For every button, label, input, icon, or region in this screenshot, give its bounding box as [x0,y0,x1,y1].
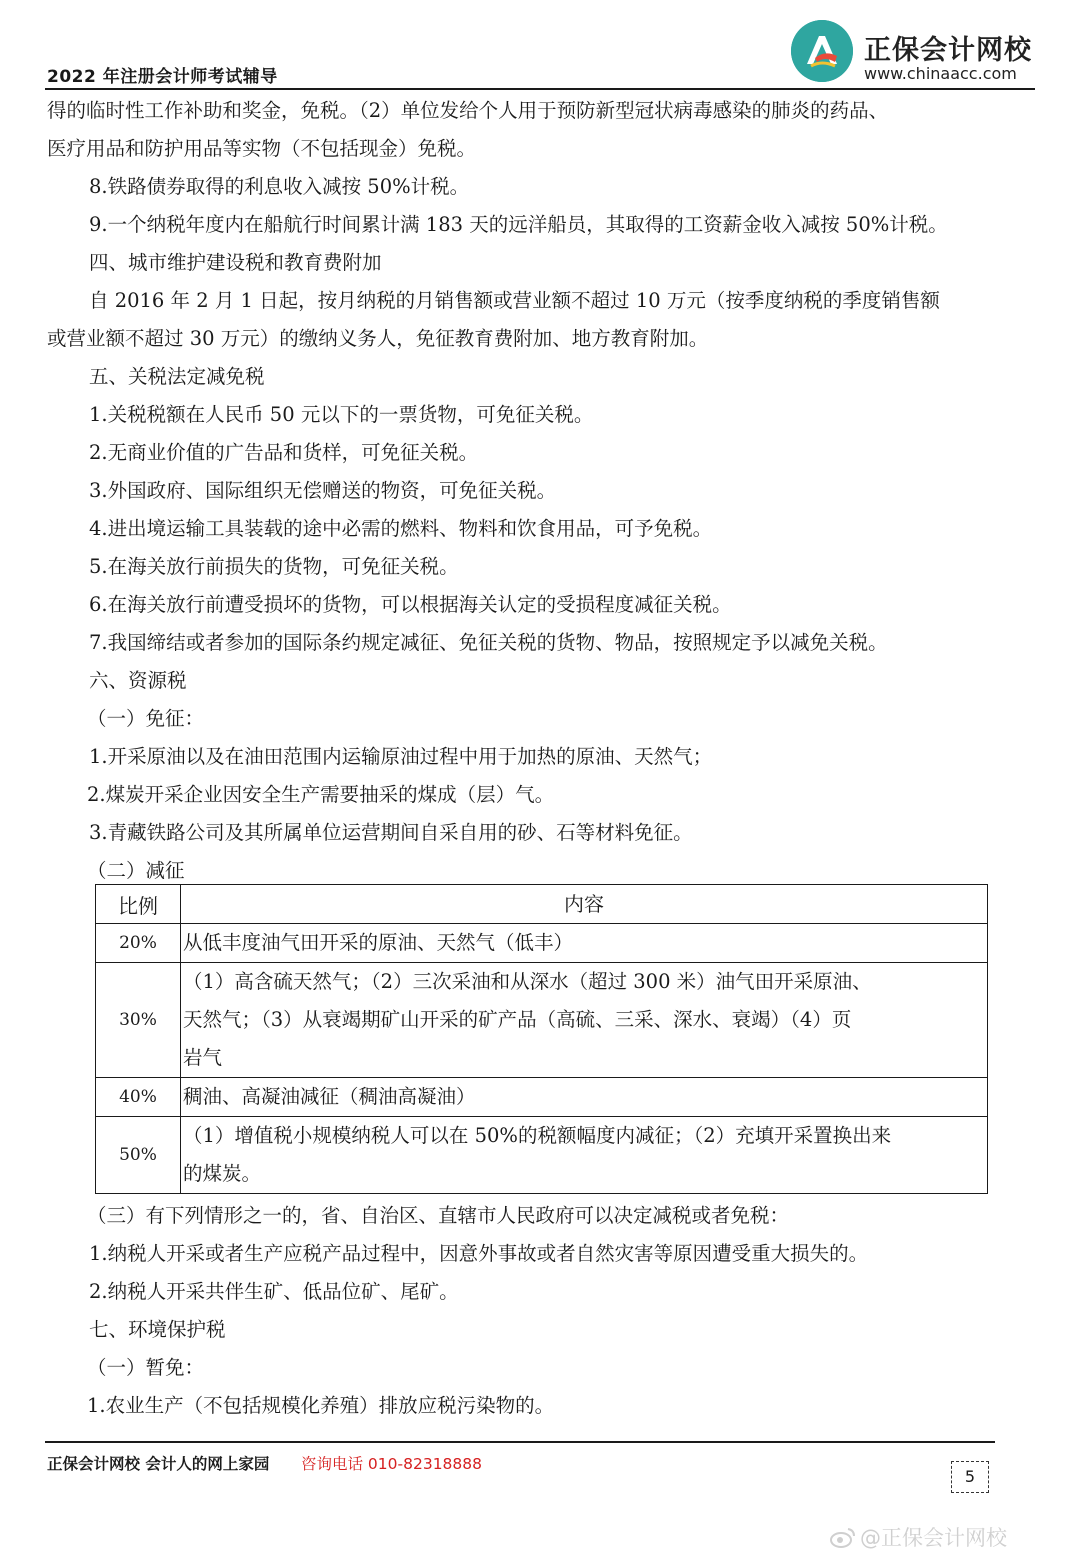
paragraph-line: 医疗用品和防护用品等实物（不包括现金）免税。 [47,137,477,160]
list-item: 1.农业生产（不包括规模化养殖）排放应税污染物的。 [87,1394,555,1417]
subsection-heading: （一）暂免： [87,1356,205,1379]
body-text-bottom [47,1197,1037,1425]
logo-name: 正保会计网校 [864,35,1032,66]
list-item: 3.青藏铁路公司及其所属单位运营期间自采自用的砂、石等材料免征。 [89,821,693,844]
header-divider [45,88,1035,90]
table-row [96,924,988,963]
reduction-table [95,884,988,1194]
paragraph-line: 9.一个纳税年度内在船航行时间累计满 183 天的远洋船员，其取得的工资薪金收入减按 50%计税。 [89,213,948,236]
cell-line: 从低丰度油气田开采的原油、天然气（低丰） [183,931,574,954]
table-header-row [96,885,988,924]
section-heading: 七、环境保护税 [89,1318,226,1341]
table-cell-content [181,924,988,963]
table-header-cell: 比例 [96,885,181,924]
list-item: 4.进出境运输工具装载的途中必需的燃料、物料和饮食用品，可予免税。 [89,517,713,540]
list-item: 3.外国政府、国际组织无偿赠送的物资，可免征关税。 [89,479,557,502]
cell-line: 稠油、高凝油减征（稠油高凝油） [183,1085,476,1108]
list-item: 2.无商业价值的广告品和货样，可免征关税。 [89,441,479,464]
table-header-cell: 内容 [181,885,988,924]
section-heading: 四、城市维护建设税和教育费附加 [89,251,382,274]
list-item: 6.在海关放行前遭受损坏的货物，可以根据海关认定的受损程度减征关税。 [89,593,732,616]
paragraph-line: 8.铁路债券取得的利息收入减按 50%计税。 [89,175,470,198]
table-row [96,1078,988,1117]
table-cell-content [181,963,988,1078]
cell-line: 岩气 [183,1046,223,1069]
subsection-heading: （二）减征 [87,859,185,882]
paragraph-line: 或营业额不超过 30 万元）的缴纳义务人，免征教育费附加、地方教育附加。 [47,327,709,350]
paragraph-line: 自 2016 年 2 月 1 日起，按月纳税的月销售额或营业额不超过 10 万元（按季度纳税的季度销售额 [89,289,940,312]
table-row [96,963,988,1078]
paragraph-line: 得的临时性工作补助和奖金，免税。（2）单位发给个人用于预防新型冠状病毒感染的肺炎的药品、 [47,99,889,122]
body-text-top [47,92,1037,890]
cell-line: 的煤炭。 [183,1162,262,1185]
cell-line: （1）增值税小规模纳税人可以在 50%的税额幅度内减征；（2）充填开采置换出来 [183,1124,892,1147]
section-heading: 六、资源税 [89,669,187,692]
list-item: 2.煤炭开采企业因安全生产需要抽采的煤成（层）气。 [87,783,555,806]
weibo-icon [830,1526,856,1548]
cell-line: （1）高含硫天然气；（2）三次采油和从深水（超过 300 米）油气田开采原油、 [183,970,872,993]
section-heading: 五、关税法定减免税 [89,365,265,388]
list-item: 5.在海关放行前损失的货物，可免征关税。 [89,555,459,578]
cell-line: 天然气；（3）从衰竭期矿山开采的矿产品（高硫、三采、深水、衰竭）（4）页 [183,1008,852,1031]
page-number: 5 [951,1461,989,1493]
table-row [96,1117,988,1194]
list-item: 2.纳税人开采共伴生矿、低品位矿、尾矿。 [89,1280,459,1303]
table-cell-ratio: 30% [96,963,181,1078]
footer-phone: 咨询电话 010-82318888 [301,1455,482,1473]
list-item: 1.纳税人开采或者生产应税产品过程中，因意外事故或者自然灾害等原因遭受重大损失的。 [89,1242,869,1265]
weibo-handle: @正保会计网校 [860,1526,1007,1550]
table-cell-ratio: 50% [96,1117,181,1194]
table-cell-content [181,1117,988,1194]
list-item: 1.关税税额在人民币 50 元以下的一票货物，可免征关税。 [89,403,594,426]
list-item: 1.开采原油以及在油田范围内运输原油过程中用于加热的原油、天然气； [89,745,713,768]
subsection-heading: （一）免征： [87,707,205,730]
subsection-heading: （三）有下列情形之一的，省、自治区、直辖市人民政府可以决定减税或者免税： [87,1204,790,1227]
footer-divider [45,1441,995,1443]
table-cell-content [181,1078,988,1117]
weibo-watermark [830,1522,1007,1552]
footer-brand: 正保会计网校 会计人的网上家园 [47,1455,270,1473]
table-cell-ratio: 20% [96,924,181,963]
logo-url: www.chinaacc.com [864,64,1017,83]
list-item: 7.我国缔结或者参加的国际条约规定减征、免征关税的货物、物品，按照规定予以减免关税。 [89,631,888,654]
table-cell-ratio: 40% [96,1078,181,1117]
header-title: 2022 年注册会计师考试辅导 [47,67,278,87]
logo-icon [791,20,853,82]
